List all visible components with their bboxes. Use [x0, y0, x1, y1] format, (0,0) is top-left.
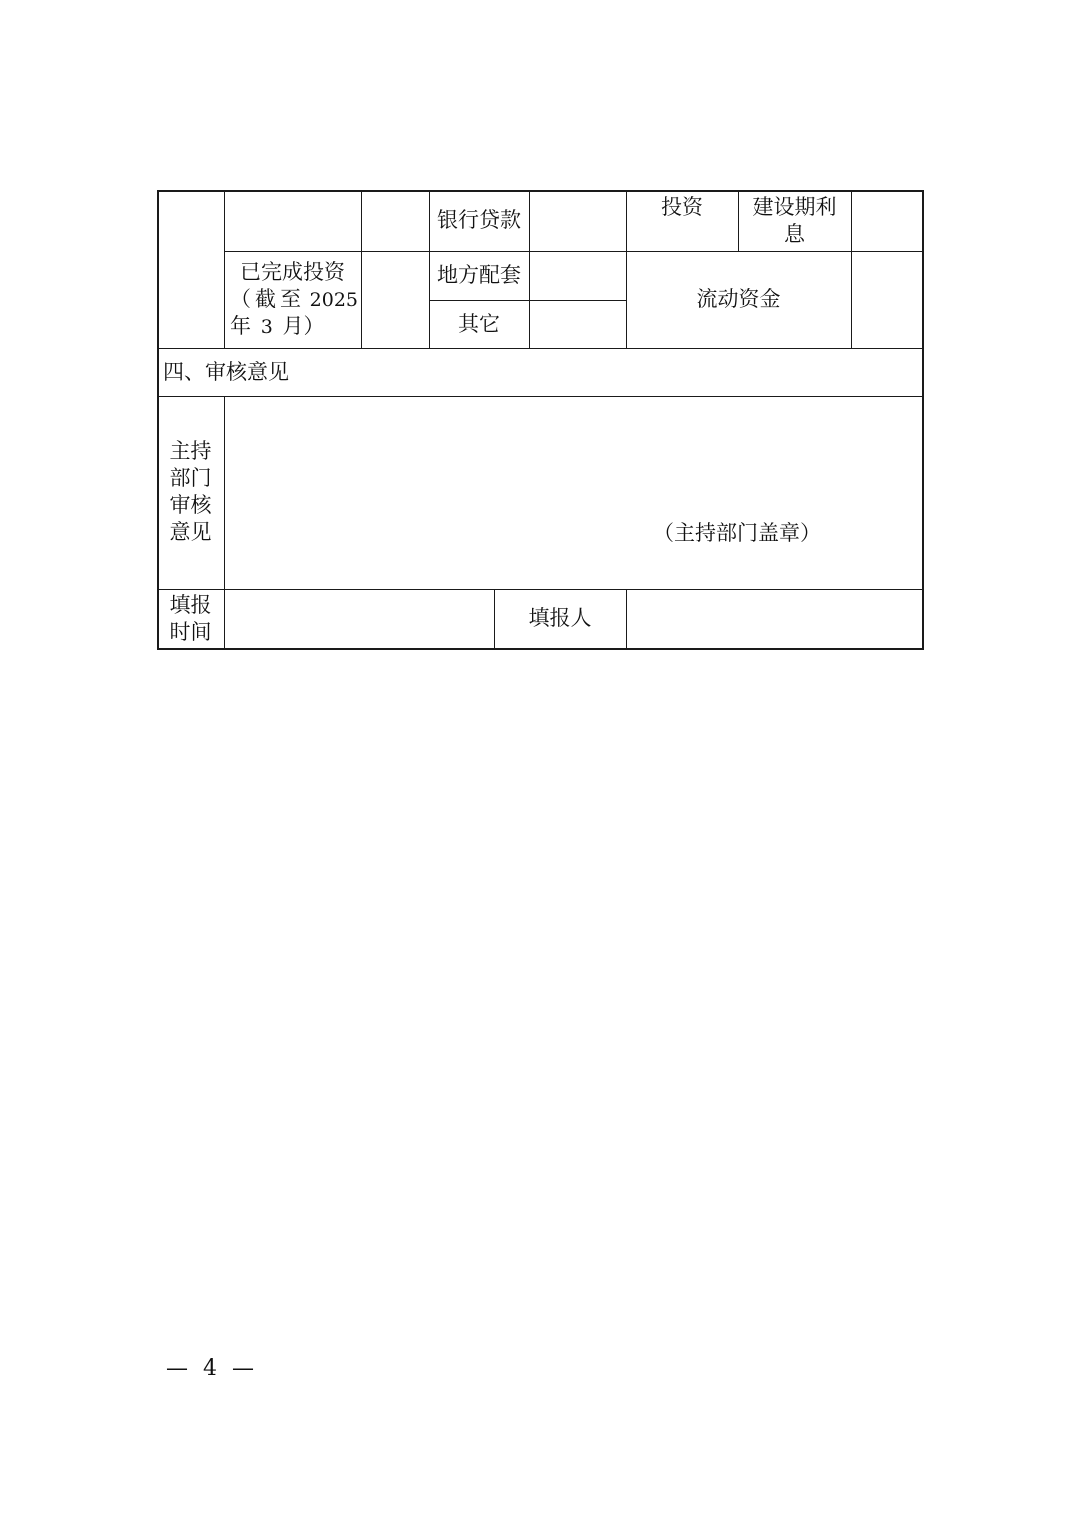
- filler-label: 填报人: [528, 606, 592, 630]
- dept-review-content-area[interactable]: [226, 398, 921, 588]
- page-number: 4: [203, 1356, 217, 1381]
- construction-interest-label-line2: 息: [784, 222, 805, 246]
- col-divider-2: [361, 190, 362, 348]
- fill-time-value-cell[interactable]: [226, 591, 493, 648]
- page-number-footer: [160, 1354, 260, 1384]
- completed-investment-month: 3: [260, 316, 273, 338]
- completed-investment-year: 2025: [309, 289, 358, 311]
- table-border-top: [157, 190, 924, 192]
- filler-value-cell[interactable]: [628, 591, 921, 648]
- page-number-dash-left: —: [166, 1356, 188, 1381]
- col-divider-4: [529, 190, 530, 348]
- dept-review-label-line2: 部门: [169, 466, 212, 490]
- fill-time-label-line1: 填报: [169, 593, 212, 617]
- table-border-bottom: [157, 648, 924, 650]
- col-divider-review: [224, 396, 225, 649]
- other-label: 其它: [458, 312, 500, 336]
- col-divider-fill-right: [626, 589, 627, 649]
- col-divider-7: [851, 190, 852, 348]
- local-matching-label: 地方配套: [437, 263, 521, 287]
- completed-investment-label-line2: [230, 286, 358, 314]
- review-section-heading: 四、审核意见: [163, 360, 289, 384]
- dept-review-label-line4: 意见: [169, 520, 212, 544]
- completed-investment-label-line3: [230, 313, 324, 341]
- row-divider-bank-loan: [224, 251, 922, 252]
- completed-investment-month-suffix: 月）: [282, 314, 325, 338]
- construction-interest-label-line1: 建设期利: [752, 195, 837, 219]
- completed-investment-label-line1: 已完成投资: [240, 260, 345, 284]
- dept-seal-note: （主持部门盖章）: [653, 521, 821, 545]
- completed-investment-prefix: （截至: [230, 287, 305, 311]
- table-border-right: [922, 190, 924, 650]
- row-divider-section-heading-top: [157, 348, 923, 349]
- row-divider-review-bottom: [157, 589, 923, 590]
- completed-investment-year-suffix: 年: [230, 314, 251, 338]
- fill-time-label-line2: 时间: [169, 620, 212, 644]
- dept-review-label-line1: 主持: [169, 439, 212, 463]
- bank-loan-label: 银行贷款: [437, 208, 521, 232]
- working-capital-label: 流动资金: [696, 287, 781, 311]
- investment-label: 投资: [661, 195, 703, 219]
- row-divider-section-heading-bottom: [157, 396, 923, 397]
- page-number-dash-right: —: [232, 1356, 254, 1381]
- table-border-left: [157, 190, 159, 650]
- dept-review-label-line3: 审核: [169, 493, 212, 517]
- row-divider-local-matching: [429, 300, 627, 301]
